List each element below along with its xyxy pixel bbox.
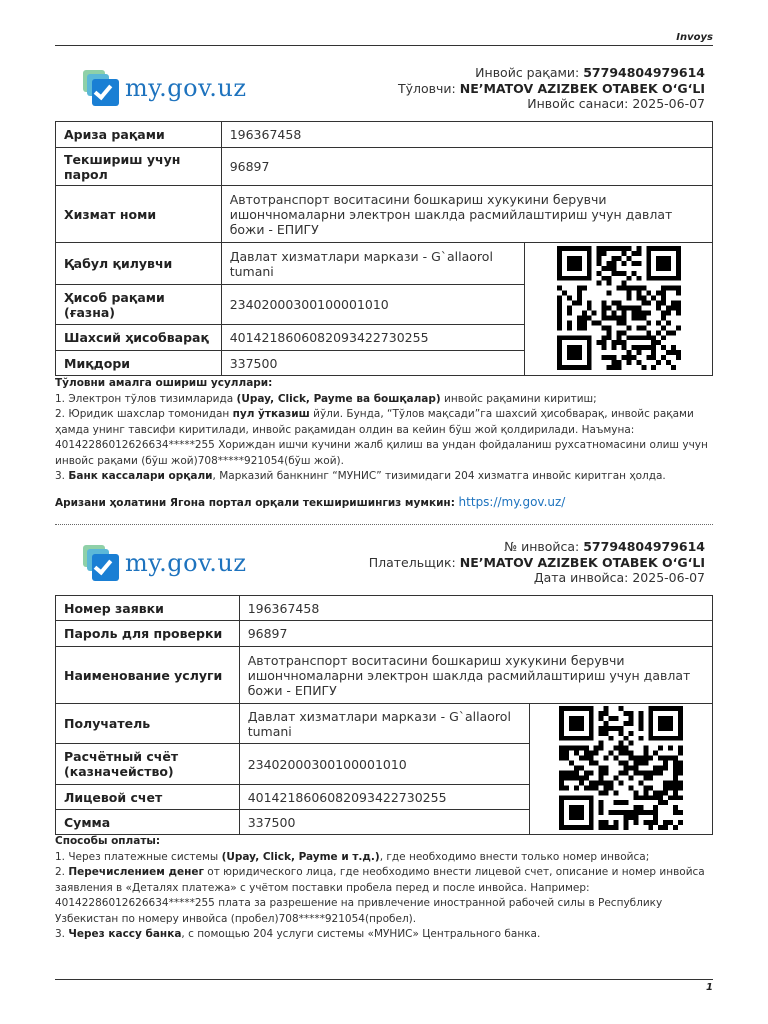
invoice-date-line: Инвойс санаси: 2025-06-07 bbox=[527, 96, 705, 111]
logo bbox=[83, 70, 247, 106]
table-row: Ариза рақами 196367458 bbox=[56, 122, 713, 148]
header-label: Invoys bbox=[676, 32, 713, 43]
invoice-number-line: № инвойса: 57794804979614 bbox=[504, 539, 705, 554]
payment-methods-uz bbox=[55, 376, 715, 485]
invoice-table-uz bbox=[55, 121, 713, 376]
table-row: Миқдори 337500 bbox=[56, 351, 713, 376]
method-1: 1. Электрон тўлов тизимларида (Upay, Click, Payme ва бошқалар) инвойс рақамини киритиш; bbox=[55, 392, 597, 405]
status-text: Аризани ҳолатини Ягона портал орқали текширишингиз мумкин bbox=[55, 497, 451, 509]
check-badge-icon bbox=[83, 545, 119, 581]
table-row: Расчётный счёт (казначейство) 23402000300100001010 bbox=[56, 744, 713, 785]
invoice-number: 57794804979614 bbox=[583, 539, 705, 554]
invoice-info bbox=[369, 539, 705, 586]
table-row: Сумма 337500 bbox=[56, 810, 713, 835]
table-row: Номер заявки 196367458 bbox=[56, 596, 713, 621]
invoice-number-line: Инвойс рақами: 57794804979614 bbox=[475, 65, 705, 80]
payer-line: Тўловчи: NE’MATOV AZIZBEK OTABEK O‘G‘LI bbox=[398, 80, 705, 96]
invoice-number: 57794804979614 bbox=[583, 65, 705, 80]
qr-code-cell bbox=[530, 704, 713, 835]
payer-name: NE’MATOV AZIZBEK OTABEK O‘G‘LI bbox=[459, 554, 705, 570]
logo-text: my.gov.uz bbox=[125, 549, 247, 577]
method-3: 3. Через кассу банка, с помощью 204 услуги системы «МУНИС» Центрального банка. bbox=[55, 928, 541, 940]
logo-text: my.gov.uz bbox=[125, 74, 247, 102]
section-divider bbox=[55, 524, 713, 525]
invoice-table-ru bbox=[55, 595, 713, 835]
qr-code-icon bbox=[557, 246, 681, 370]
table-row: Наименование услуги Автотранспорт воситасини бошкариш хукукини берувчи ишончномаларни электрон шаклда расмийлаштириш учун давлат божи - ЕПИГУ bbox=[56, 647, 713, 704]
payer-line: Плательщик: NE’MATOV AZIZBEK OTABEK O‘G‘LI bbox=[368, 554, 705, 570]
page-number: 1 bbox=[706, 982, 713, 993]
method-1: 1. Через платежные системы (Upay, Click, Payme и т.д.), где необходимо внести только номер инвойса; bbox=[55, 850, 650, 863]
method-3: 3. Банк кассалари орқали, Марказий банкнинг “МУНИС” тизимидаги 204 хизматга инвойс киритган ҳолда. bbox=[55, 470, 666, 482]
invoice-date: 2025-06-07 bbox=[632, 570, 705, 585]
bottom-rule bbox=[55, 979, 713, 980]
table-row: Қабул қилувчи Давлат хизматлари маркази - G`allaorol tumani bbox=[56, 243, 713, 285]
table-row: Пароль для проверки 96897 bbox=[56, 621, 713, 647]
invoice-date-line: Дата инвойса: 2025-06-07 bbox=[533, 570, 705, 585]
methods-title: Способы оплаты: bbox=[55, 835, 161, 847]
top-rule bbox=[55, 45, 713, 46]
invoice-date: 2025-06-07 bbox=[632, 96, 705, 111]
qr-code-cell bbox=[525, 243, 713, 376]
table-row: Хизмат номи Автотранспорт воситасини бошкариш хукукини берувчи ишончномаларни электрон шаклда расмийлаштириш учун давлат божи - ЕПИГУ bbox=[56, 186, 713, 243]
check-badge-icon bbox=[83, 70, 119, 106]
table-row: Текшириш учун парол 96897 bbox=[56, 148, 713, 186]
payment-methods-ru bbox=[55, 834, 715, 943]
methods-title: Тўловни амалга ошириш усуллари: bbox=[55, 377, 273, 389]
payer-name: NE’MATOV AZIZBEK OTABEK O‘G‘LI bbox=[459, 80, 705, 96]
status-check-line: Аризани ҳолатини Ягона портал орқали текширишингиз мумкин: https://my.gov.uz/ bbox=[55, 495, 566, 509]
table-row: Получатель Давлат хизматлари маркази - G`allaorol tumani bbox=[56, 704, 713, 744]
qr-code-icon bbox=[559, 706, 683, 830]
table-row: Лицевой счет 401421860608209342273025​5 bbox=[56, 785, 713, 810]
table-row: Ҳисоб рақами (ғазна) 23402000300100001010 bbox=[56, 285, 713, 325]
portal-link[interactable]: https://my.gov.uz/ bbox=[458, 495, 566, 509]
table-row: Шахсий ҳисобварақ 401421860608209342273025​5 bbox=[56, 325, 713, 351]
method-2: 2. Перечислением денег от юридического лица, где необходимо внести лицевой счет, описание и номер инвойса заявления в «Деталях платежа» с учётом поставки пробела перед и после инвойса. Например: 40142286012626634*****255 плата за разрешение на привлечение иностранной рабочей силы в Республику Узбекистан по номеру инвойса (пробел)708*****921054(пробел). bbox=[55, 866, 705, 925]
logo bbox=[83, 545, 247, 581]
invoice-info bbox=[398, 65, 705, 112]
method-2: 2. Юридик шахслар томонидан пул ўтказиш йўли. Бунда, “Тўлов мақсади”га шахсий ҳисобварақ, инвойс рақами ҳамда унинг тавсифи киритилади, инвойс рақамидан олдин ва кейин бўш жой қолдирилади. Наъмуна: 40142286012626634*****255 Хориждан ишчи кучини жалб қилиш ва ундан фойдаланиш рухсатномасини олиш учун инвойс рақами (бўш жой)708*****921054(бўш жой). bbox=[55, 408, 708, 467]
